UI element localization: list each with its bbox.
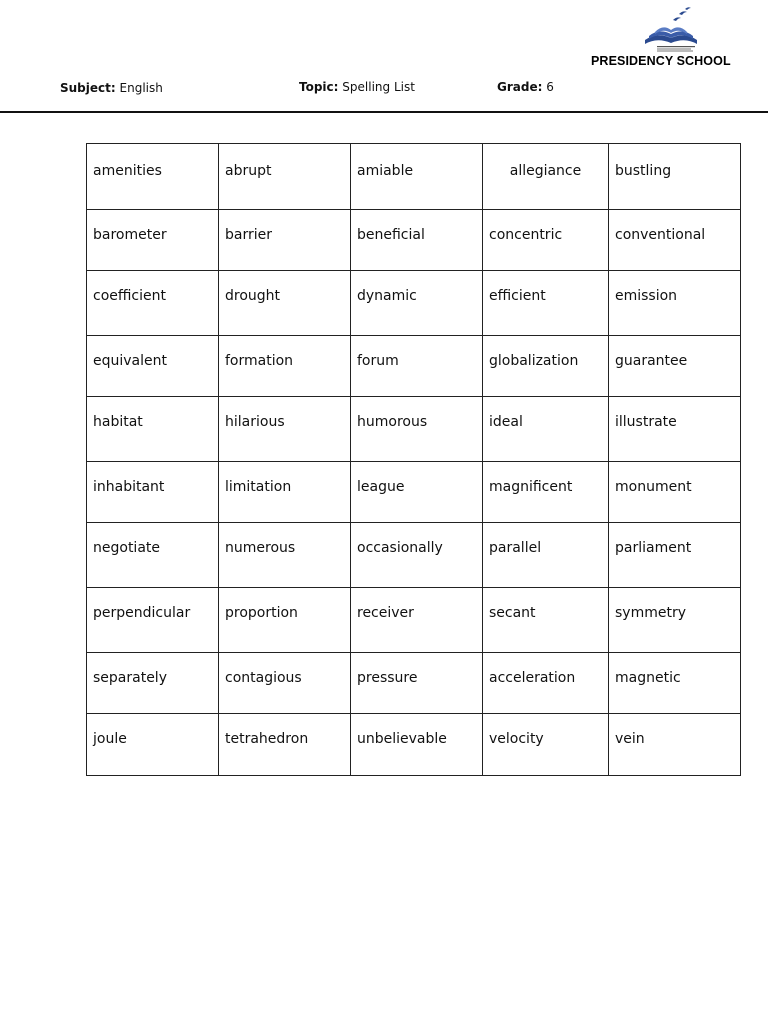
word-cell: efficient — [483, 271, 609, 336]
word-cell: dynamic — [351, 271, 483, 336]
word-cell: barometer — [87, 210, 219, 271]
word-cell: negotiate — [87, 523, 219, 588]
word-cell: abrupt — [219, 144, 351, 210]
word-cell: illustrate — [609, 397, 741, 462]
grade-value: 6 — [546, 80, 554, 94]
word-cell: habitat — [87, 397, 219, 462]
word-cell: vein — [609, 714, 741, 776]
word-cell: hilarious — [219, 397, 351, 462]
topic-value: Spelling List — [342, 80, 415, 94]
word-cell: proportion — [219, 588, 351, 653]
word-cell: forum — [351, 336, 483, 397]
word-cell: monument — [609, 462, 741, 523]
word-cell: acceleration — [483, 653, 609, 714]
word-cell: contagious — [219, 653, 351, 714]
header-divider — [0, 111, 768, 113]
word-cell: guarantee — [609, 336, 741, 397]
word-cell: symmetry — [609, 588, 741, 653]
table-row — [87, 714, 741, 776]
word-cell: globalization — [483, 336, 609, 397]
word-cell: magnetic — [609, 653, 741, 714]
subject-field — [60, 81, 163, 95]
topic-field — [299, 80, 415, 94]
spelling-word-table — [86, 143, 741, 776]
word-cell: beneficial — [351, 210, 483, 271]
table-row — [87, 523, 741, 588]
word-cell: barrier — [219, 210, 351, 271]
table-row — [87, 397, 741, 462]
school-logo — [643, 6, 699, 52]
word-cell: pressure — [351, 653, 483, 714]
word-cell: formation — [219, 336, 351, 397]
subject-label: Subject: — [60, 81, 116, 95]
table-row — [87, 336, 741, 397]
word-cell: amiable — [351, 144, 483, 210]
word-cell: occasionally — [351, 523, 483, 588]
word-cell: magnificent — [483, 462, 609, 523]
table-row — [87, 653, 741, 714]
table-row — [87, 144, 741, 210]
word-cell: numerous — [219, 523, 351, 588]
table-row — [87, 210, 741, 271]
word-cell: league — [351, 462, 483, 523]
word-cell: ideal — [483, 397, 609, 462]
word-cell: parliament — [609, 523, 741, 588]
word-cell: conventional — [609, 210, 741, 271]
word-cell: secant — [483, 588, 609, 653]
word-cell: receiver — [351, 588, 483, 653]
word-cell: equivalent — [87, 336, 219, 397]
word-cell: allegiance — [483, 144, 609, 210]
word-cell: parallel — [483, 523, 609, 588]
word-cell: bustling — [609, 144, 741, 210]
table-row — [87, 462, 741, 523]
school-name: PRESIDENCY SCHOOL — [591, 54, 731, 68]
word-cell: limitation — [219, 462, 351, 523]
spelling-word-table-body — [87, 144, 741, 776]
table-row — [87, 588, 741, 653]
word-cell: velocity — [483, 714, 609, 776]
word-cell: humorous — [351, 397, 483, 462]
word-cell: amenities — [87, 144, 219, 210]
grade-field — [497, 80, 554, 94]
word-cell: unbelievable — [351, 714, 483, 776]
word-cell: joule — [87, 714, 219, 776]
open-book-with-birds-logo-icon — [643, 6, 699, 52]
grade-label: Grade: — [497, 80, 543, 94]
topic-label: Topic: — [299, 80, 339, 94]
word-cell: coefficient — [87, 271, 219, 336]
word-cell: drought — [219, 271, 351, 336]
word-cell: concentric — [483, 210, 609, 271]
word-cell: inhabitant — [87, 462, 219, 523]
table-row — [87, 271, 741, 336]
word-cell: emission — [609, 271, 741, 336]
word-cell: tetrahedron — [219, 714, 351, 776]
word-cell: perpendicular — [87, 588, 219, 653]
subject-value: English — [119, 81, 163, 95]
word-cell: separately — [87, 653, 219, 714]
